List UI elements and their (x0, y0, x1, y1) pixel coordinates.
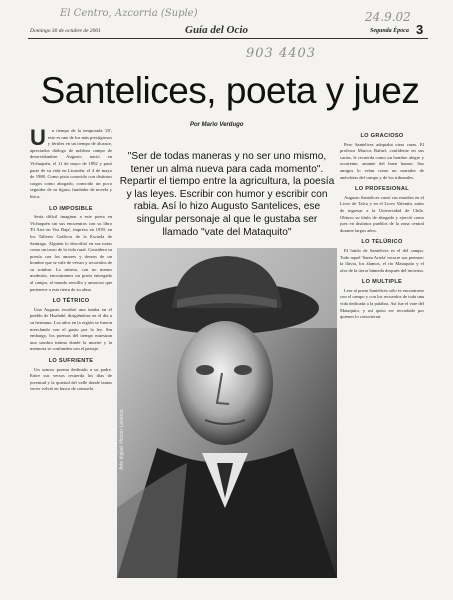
portrait-illustration (117, 248, 337, 578)
section-paragraph: Un sonoro poema dedicado a su padre. Entre sus versos recuerda los días de juventud y la quietud del valle donde tantas veces volvió en busca de consuelo. (30, 366, 112, 392)
intro-paragraph: n tiempo de la temporada '20', esto es uno de los más prestigiosos y fértiles en un tiempo de alcance, apreciados diálogo de nobleza campo de deservidumbre. Augusto nació en Vichuquén, el 11 de mayo de 1892 y pasó parte de su vida en Licantén, el 4 de mayo de 1980. Como pista conocido con distintos cargos como abogado, conocido un poco seguidor de su figura, fundador de novela y lírica. (30, 128, 112, 199)
handwritten-date: 24.9.02 (365, 10, 411, 24)
section-name: Guía del Ocio (185, 24, 248, 36)
pull-quote: "Ser de todas maneras y no ser uno mismo, tener un alma nueva para cada momento". Repartir el tiempo entre la agricultura, la poesía y las leyes. Escribir con humor y escribir con rabia. Así lo hizo Augusto Santelices, ese singular personaje al que le gustaba ser llamado "vate del Mataquito" (119, 151, 335, 238)
handwritten-stamp-number: 903 4403 (246, 46, 317, 61)
header-rule (28, 38, 428, 39)
section-paragraph: Augusto Santelices cursó sus estudios en el Liceo de Talca y en el Liceo Valentín, antes de ingresar a la Universidad de Chile. Obtuvo su título de abogado y ejerció como juez en distintos pueblos de la zona central durante largos años. (340, 194, 424, 233)
section-paragraph: El latido de Santelices es el del campo. Todo aquel 'Santa Ariela' recorre sus poemas: la lluvia, los álamos, el río Mataquito y el olor de la tierra húmeda después del invierno. (340, 247, 424, 273)
section-paragraph: Sería difícil imaginar a este poeta en Vichuquén sin sus encuentros con su libro 'El Arte en Voz Baja', impreso en 1939, en los Talleres Gráficos de la Escuela de Santiago. Alguien lo describió en sus notas como un trozo de la vida rural. Considera su poesía con los amores y deseos de un hombre que se vale de versos y recuerdos de su sombra. Lo mismo, con no menos modestia, encontramos un poeta entregado al campo, al mundo sencillo y amoroso que pertenece a esta tierra de su alma. (30, 214, 112, 292)
subhead-lo-telurico: LO TELÚRICO (361, 239, 403, 246)
left-text-column (30, 128, 112, 568)
subhead-lo-sufriente: LO SUFRIENTE (48, 358, 94, 364)
article-title: Santelices, poeta y juez (40, 70, 420, 111)
subhead-lo-multiple: LO MULTIPLE (361, 279, 403, 286)
subhead-lo-gracioso: LO GRACIOSO (360, 133, 404, 139)
section-paragraph: Leer al poeta Santelices sólo es encontrarse con el campo y con los recuerdos de toda una vida dedicada a la palabra. Así fue el vate del Mataquito, y así quiso ser recordado por quienes lo conocieron. (340, 287, 424, 320)
issue-date: Domingo 30 de octubre de 2001 (30, 28, 101, 34)
photo-credit: Arte digital: Héctor Labarca (119, 409, 125, 470)
subhead-lo-imposible: LO IMPOSIBLE (49, 205, 93, 212)
drop-cap: U (30, 128, 46, 150)
subhead-lo-tetrico: LO TÉTRICO (52, 298, 90, 305)
portrait-photo (117, 248, 337, 578)
section-paragraph: Una Augusto escribió una tumba en el pueblo de Hualañé, dirigiéndose en el día a su hermano. Los años en la región se fueron mezclando con el gusto por la ley. Sin embargo, los poemas del tiempo muestran una sombra íntima donde la muerte y la memoria se confunden con el paisaje. (30, 306, 112, 352)
page-number: 3 (416, 22, 424, 37)
handwritten-note: El Centro, Azcorria (Suple) (60, 8, 198, 19)
byline: Por Mario Verdugo (190, 122, 244, 128)
section-paragraph: Pero Santelices adoptaba otras caras. El profesor Marcos Rafael, confidente en sus cartas, le recuerda como un hombre alegre y ocurrente, amante del buen humor. Sus amigos lo veían como un narrador de anécdotas del campo y de los tribunales. (340, 141, 424, 180)
right-text-column (340, 128, 424, 588)
edition-name: Segunda Época (370, 28, 409, 34)
subhead-lo-profesional: LO PROFESIONAL (355, 186, 409, 193)
